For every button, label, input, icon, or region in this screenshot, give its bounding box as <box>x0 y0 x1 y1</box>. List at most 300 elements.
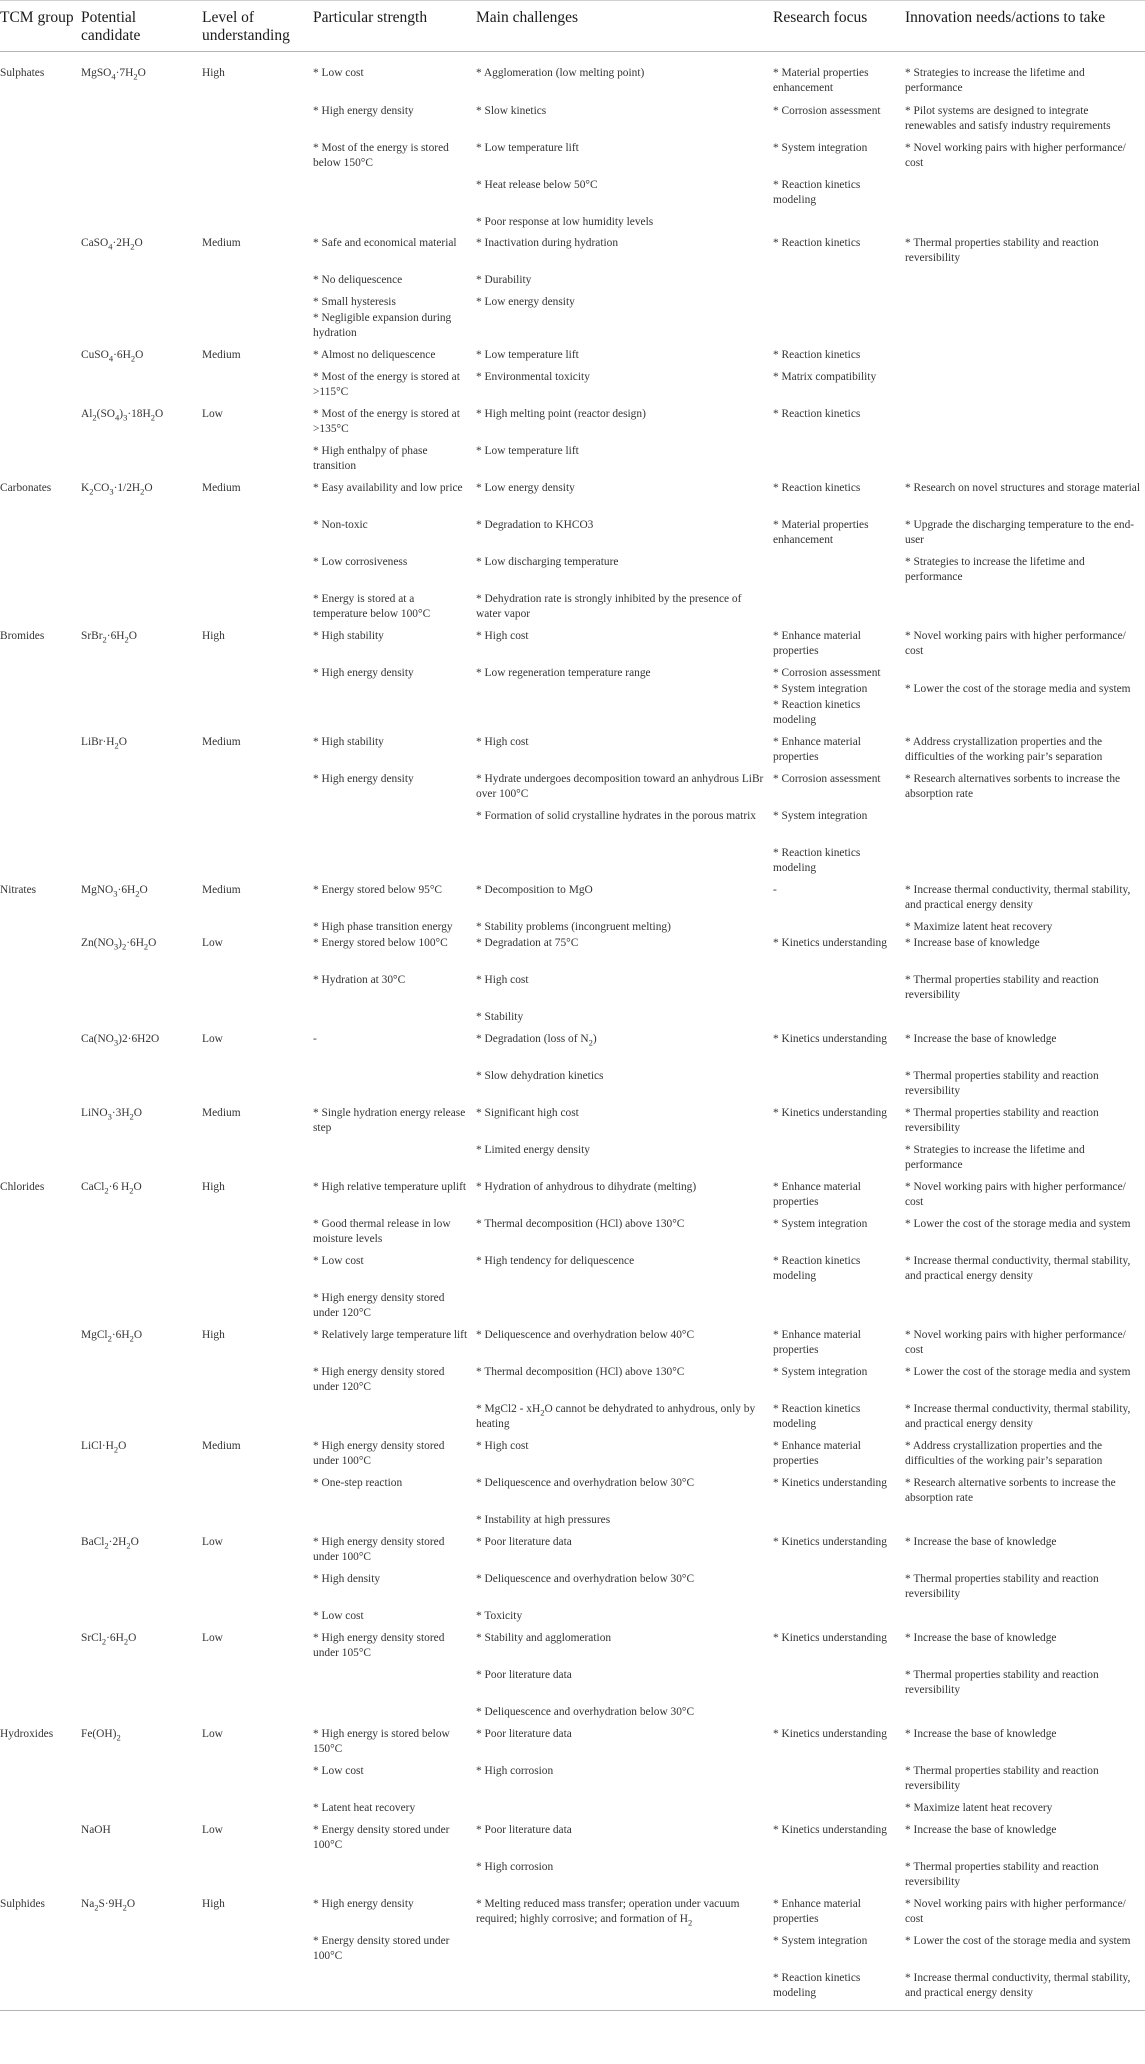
cell-understanding <box>202 1476 313 1513</box>
cell-research-focus: * System integration <box>773 809 868 822</box>
cell-candidate <box>81 1801 202 1823</box>
cell-candidate <box>81 295 202 311</box>
cell-challenge: * Hydrate undergoes decomposition toward an anhydrous LiBr over 100°C <box>476 772 764 800</box>
cell-challenge: * MgCl2 - $xH_2O$ cannot be dehydrated to anhydrous, only by heating <box>476 1402 756 1430</box>
cell-challenge: * Deliquescence and overhydration below 30°C <box>476 1705 695 1718</box>
cell-challenge: * Heat release below 50°C <box>476 178 598 191</box>
cell-research-focus: * System integration <box>773 1365 868 1378</box>
cell-research-focus <box>773 973 905 1010</box>
cell-strength <box>313 178 476 215</box>
cell-innovation: * Strategies to increase the lifetime and performance <box>905 1143 1085 1171</box>
cell-innovation: * Lower the cost of the storage media and system <box>905 682 1131 695</box>
table-row <box>0 1609 1145 1631</box>
cell-research-focus <box>773 555 905 592</box>
cell-challenge: * Low temperature lift <box>476 348 579 361</box>
cell-innovation <box>905 295 1145 311</box>
cell-understanding <box>202 370 313 407</box>
cell-understanding: Low <box>202 1032 223 1045</box>
cell-understanding <box>202 1069 313 1106</box>
table-row <box>0 1328 1145 1365</box>
cell-challenge: * Slow kinetics <box>476 104 547 117</box>
cell-strength: * Energy density stored under 100°C <box>313 1823 450 1851</box>
cell-research-focus: * Kinetics understanding <box>773 1106 887 1119</box>
cell-challenge: * Low energy density <box>476 481 575 494</box>
cell-challenge: * High corrosion <box>476 1764 554 1777</box>
cell-strength: * High energy density stored under 100°C <box>313 1439 445 1467</box>
table-row <box>0 370 1145 407</box>
cell-innovation <box>905 407 1145 444</box>
cell-understanding <box>202 1572 313 1609</box>
cell-tcm-group <box>0 444 81 481</box>
cell-strength: * Easy availability and low price <box>313 481 463 494</box>
table-row <box>0 1860 1145 1897</box>
cell-tcm-group <box>0 1823 81 1860</box>
cell-innovation: * Increase the base of knowledge <box>905 1032 1057 1045</box>
cell-research-focus <box>773 1860 905 1897</box>
cell-understanding <box>202 444 313 481</box>
table-row <box>0 104 1145 141</box>
cell-challenge: * Degradation at 75°C <box>476 936 579 949</box>
cell-tcm-group <box>0 1609 81 1631</box>
table-row <box>0 666 1145 682</box>
cell-candidate: $LiCl\cdot H_2O$ <box>81 1439 127 1454</box>
cell-innovation: * Thermal properties stability and reaction reversibility <box>905 1069 1099 1097</box>
cell-research-focus <box>773 1572 905 1609</box>
cell-candidate: $Ca(NO_3)2\cdot 6H2O$ <box>81 1032 160 1047</box>
table-row <box>0 735 1145 772</box>
cell-innovation: * Increase thermal conductivity, thermal stability, and practical energy density <box>905 1402 1131 1430</box>
cell-tcm-group <box>0 1217 81 1254</box>
cell-tcm-group <box>0 1032 81 1069</box>
cell-strength: * High enthalpy of phase transition <box>313 444 428 472</box>
cell-tcm-group <box>0 1668 81 1705</box>
cell-challenge: * Poor literature data <box>476 1668 572 1681</box>
cell-challenge <box>476 311 773 348</box>
cell-understanding <box>202 1705 313 1727</box>
cell-innovation: * Lower the cost of the storage media and system <box>905 1934 1131 1947</box>
cell-understanding <box>202 809 313 846</box>
cell-understanding: Medium <box>202 883 241 896</box>
cell-candidate <box>81 1291 202 1328</box>
cell-candidate <box>81 555 202 592</box>
header-row <box>0 1 1145 52</box>
cell-challenge: * Slow dehydration kinetics <box>476 1069 604 1082</box>
table-row <box>0 973 1145 1010</box>
table-row <box>0 1801 1145 1823</box>
cell-understanding: High <box>202 1328 225 1341</box>
cell-candidate: $Al_2(SO_4)_3\cdot 18H_2O$ <box>81 407 164 422</box>
cell-strength: * Good thermal release in low moisture levels <box>313 1217 451 1245</box>
cell-understanding: Low <box>202 1631 223 1644</box>
cell-challenge: * Thermal decomposition (HCl) above 130°C <box>476 1365 685 1378</box>
cell-challenge: * Deliquescence and overhydration below 30°C <box>476 1572 695 1585</box>
cell-research-focus <box>773 1010 905 1032</box>
cell-innovation: * Increase thermal conductivity, thermal stability, and practical energy density <box>905 883 1131 911</box>
cell-strength: * Energy stored below 100°C <box>313 936 448 949</box>
cell-understanding <box>202 1365 313 1402</box>
cell-research-focus: * Enhance material properties <box>773 1180 861 1208</box>
cell-tcm-group: Sulphides <box>0 1897 45 1910</box>
table-row <box>0 920 1145 936</box>
cell-tcm-group <box>0 1291 81 1328</box>
cell-challenge: * Agglomeration (low melting point) <box>476 67 645 79</box>
cell-tcm-group <box>0 348 81 370</box>
cell-challenge: * Degradation (loss of $N_2$) <box>476 1032 597 1047</box>
cell-tcm-group <box>0 1860 81 1897</box>
cell-research-focus: * Corrosion assessment <box>773 772 881 785</box>
cell-innovation: * Novel working pairs with higher performance/ cost <box>905 629 1126 657</box>
cell-candidate <box>81 1513 202 1535</box>
cell-candidate: $LiNO_3\cdot 3H_2O$ <box>81 1106 143 1121</box>
cell-candidate <box>81 846 202 883</box>
cell-research-focus <box>773 1764 905 1801</box>
cell-understanding: Medium <box>202 236 241 249</box>
cell-strength: * Energy stored below 95°C <box>313 883 442 896</box>
cell-tcm-group <box>0 1513 81 1535</box>
cell-candidate <box>81 1365 202 1402</box>
cell-research-focus: * Reaction kinetics <box>773 348 861 361</box>
cell-challenge: * High cost <box>476 973 529 986</box>
cell-innovation: * Increase the base of knowledge <box>905 1535 1057 1548</box>
cell-research-focus: * Kinetics understanding <box>773 1727 887 1740</box>
cell-innovation: * Increase the base of knowledge <box>905 1631 1057 1644</box>
cell-innovation: * Thermal properties stability and reaction reversibility <box>905 1106 1099 1134</box>
cell-challenge: * Degradation to KHCO3 <box>476 518 594 531</box>
cell-understanding: Low <box>202 936 223 949</box>
cell-candidate <box>81 1860 202 1897</box>
cell-strength: * Single hydration energy release step <box>313 1106 466 1134</box>
cell-tcm-group <box>0 592 81 629</box>
cell-tcm-group: Chlorides <box>0 1180 45 1193</box>
cell-innovation: * Thermal properties stability and reaction reversibility <box>905 236 1099 264</box>
cell-tcm-group <box>0 1934 81 1971</box>
cell-strength: * High energy is stored below 150°C <box>313 1727 450 1755</box>
cell-understanding <box>202 973 313 1010</box>
cell-tcm-group: Hydroxides <box>0 1727 54 1740</box>
cell-understanding <box>202 698 313 735</box>
cell-tcm-group <box>0 370 81 407</box>
cell-understanding <box>202 772 313 809</box>
cell-candidate: $SrBr_2\cdot 6H_2O$ <box>81 629 137 644</box>
table-row <box>0 311 1145 348</box>
cell-research-focus <box>773 1291 905 1328</box>
cell-innovation <box>905 1705 1145 1727</box>
cell-strength: * High energy density <box>313 104 414 117</box>
cell-strength: * Latent heat recovery <box>313 1801 416 1814</box>
cell-candidate: $CuSO_4\cdot 6H_2O$ <box>81 348 144 363</box>
cell-strength <box>313 1513 476 1535</box>
cell-tcm-group <box>0 920 81 936</box>
table-row <box>0 846 1145 883</box>
cell-innovation: * Strategies to increase the lifetime and performance <box>905 67 1085 95</box>
cell-innovation: * Increase thermal conductivity, thermal stability, and practical energy density <box>905 1254 1131 1282</box>
cell-understanding <box>202 1764 313 1801</box>
table-row <box>0 215 1145 236</box>
cell-tcm-group <box>0 104 81 141</box>
cell-candidate: NaOH <box>81 1823 111 1836</box>
cell-understanding: High <box>202 629 225 642</box>
cell-understanding: High <box>202 67 225 79</box>
table-row <box>0 1764 1145 1801</box>
table-row <box>0 1631 1145 1668</box>
cell-innovation <box>905 1291 1145 1328</box>
cell-tcm-group <box>0 1010 81 1032</box>
cell-understanding <box>202 846 313 883</box>
cell-strength: * Most of the energy is stored at >115°C <box>313 370 460 398</box>
cell-candidate <box>81 311 202 348</box>
cell-challenge: * High corrosion <box>476 1860 554 1873</box>
cell-strength: * Low corrosiveness <box>313 555 408 568</box>
cell-understanding: Low <box>202 407 223 420</box>
cell-candidate <box>81 1609 202 1631</box>
cell-tcm-group <box>0 407 81 444</box>
cell-candidate: $CaSO_4\cdot 2H_2O$ <box>81 236 143 251</box>
cell-candidate <box>81 1217 202 1254</box>
cell-innovation <box>905 370 1145 407</box>
cell-research-focus: * Kinetics understanding <box>773 1476 887 1489</box>
cell-innovation: * Pilot systems are designed to integrate renewables and satisfy industry requirements <box>905 104 1111 132</box>
cell-strength: * High stability <box>313 629 384 642</box>
cell-strength: * Low cost <box>313 1254 364 1267</box>
table-row <box>0 682 1145 698</box>
cell-understanding <box>202 555 313 592</box>
table-row <box>0 1180 1145 1217</box>
table-header <box>0 1 1145 52</box>
cell-candidate <box>81 1705 202 1727</box>
cell-candidate <box>81 1572 202 1609</box>
cell-challenge: * Limited energy density <box>476 1143 590 1156</box>
table-row <box>0 936 1145 973</box>
cell-strength: * Small hysteresis <box>313 295 396 308</box>
table-row <box>0 1535 1145 1572</box>
cell-innovation: * Upgrade the discharging temperature to the end-user <box>905 518 1135 546</box>
table-row <box>0 698 1145 735</box>
cell-innovation: * Thermal properties stability and reaction reversibility <box>905 1860 1099 1888</box>
cell-tcm-group <box>0 682 81 698</box>
cell-candidate <box>81 1143 202 1180</box>
cell-candidate <box>81 1069 202 1106</box>
cell-challenge: * Instability at high pressures <box>476 1513 611 1526</box>
cell-tcm-group <box>0 666 81 682</box>
cell-challenge: * Low temperature lift <box>476 444 579 457</box>
cell-tcm-group <box>0 772 81 809</box>
cell-research-focus: * Enhance material properties <box>773 1897 861 1925</box>
cell-innovation: * Thermal properties stability and reaction reversibility <box>905 973 1099 1001</box>
cell-research-focus: * Enhance material properties <box>773 1328 861 1356</box>
cell-tcm-group <box>0 311 81 348</box>
cell-understanding <box>202 920 313 936</box>
cell-challenge <box>476 1801 773 1823</box>
table-row <box>0 1476 1145 1513</box>
cell-strength: * High phase transition energy <box>313 920 453 933</box>
cell-research-focus <box>773 920 905 936</box>
cell-strength: * High stability <box>313 735 384 748</box>
cell-tcm-group <box>0 1439 81 1476</box>
table-row <box>0 1705 1145 1727</box>
cell-candidate <box>81 682 202 698</box>
cell-challenge: * High melting point (reactor design) <box>476 407 646 420</box>
cell-tcm-group <box>0 1572 81 1609</box>
cell-strength: * High energy density stored under 120°C <box>313 1365 445 1393</box>
cell-challenge: * Poor literature data <box>476 1823 572 1836</box>
table-row <box>0 1971 1145 2011</box>
cell-understanding <box>202 141 313 178</box>
cell-innovation: * Novel working pairs with higher performance/ cost <box>905 141 1126 169</box>
cell-challenge: * Deliquescence and overhydration below 30°C <box>476 1476 695 1489</box>
cell-challenge: * Low discharging temperature <box>476 555 619 568</box>
cell-candidate <box>81 973 202 1010</box>
cell-candidate: $K_2CO_3\cdot 1/2H_2O$ <box>81 481 153 496</box>
cell-challenge: * Thermal decomposition (HCl) above 130°C <box>476 1217 685 1230</box>
cell-research-focus <box>773 444 905 481</box>
cell-candidate: CaCl$_2$·6 $H_2O$ <box>81 1180 142 1195</box>
cell-innovation: * Increase base of knowledge <box>905 936 1040 949</box>
cell-candidate <box>81 592 202 629</box>
cell-challenge: * Low energy density <box>476 295 575 308</box>
cell-understanding: Low <box>202 1727 223 1740</box>
table-row <box>0 1254 1145 1291</box>
cell-tcm-group <box>0 295 81 311</box>
cell-innovation: * Lower the cost of the storage media and system <box>905 1217 1131 1230</box>
cell-research-focus: * Corrosion assessment <box>773 666 881 679</box>
cell-innovation <box>905 846 1145 883</box>
cell-challenge: * Decomposition to MgO <box>476 883 593 896</box>
cell-research-focus <box>773 1513 905 1535</box>
cell-tcm-group <box>0 735 81 772</box>
table-row <box>0 481 1145 518</box>
cell-candidate: $Zn(NO_3)_2\cdot 6H_2O$ <box>81 936 157 951</box>
cell-research-focus: * System integration <box>773 682 868 695</box>
table-row <box>0 1291 1145 1328</box>
cell-candidate <box>81 1971 202 2011</box>
cell-strength: * Energy density stored under 100°C <box>313 1934 450 1962</box>
table-row <box>0 444 1145 481</box>
cell-candidate <box>81 809 202 846</box>
cell-research-focus: * Kinetics understanding <box>773 1823 887 1836</box>
cell-understanding <box>202 311 313 348</box>
table-body <box>0 52 1145 2011</box>
cell-tcm-group <box>0 1764 81 1801</box>
cell-candidate <box>81 215 202 236</box>
table-row <box>0 555 1145 592</box>
cell-understanding <box>202 1254 313 1291</box>
cell-understanding <box>202 1402 313 1439</box>
cell-challenge: * Hydration of anhydrous to dihydrate (melting) <box>476 1180 697 1193</box>
cell-challenge: * Inactivation during hydration <box>476 236 619 249</box>
cell-understanding <box>202 1609 313 1631</box>
cell-candidate: $Fe(OH)_2$ <box>81 1727 121 1742</box>
cell-understanding <box>202 592 313 629</box>
cell-understanding: Medium <box>202 735 241 748</box>
cell-tcm-group: Carbonates <box>0 481 52 494</box>
header-research-focus: Research focus <box>773 1 905 52</box>
cell-research-focus: * Enhance material properties <box>773 629 861 657</box>
cell-research-focus: * Reaction kinetics <box>773 407 861 420</box>
cell-research-focus <box>773 1705 905 1727</box>
cell-strength: * Low cost <box>313 1764 364 1777</box>
cell-research-focus: * System integration <box>773 1217 868 1230</box>
cell-tcm-group <box>0 1476 81 1513</box>
cell-research-focus <box>773 311 905 348</box>
cell-challenge <box>476 682 773 698</box>
cell-understanding <box>202 1860 313 1897</box>
cell-tcm-group <box>0 698 81 735</box>
cell-strength: * High relative temperature uplift <box>313 1180 467 1193</box>
cell-tcm-group <box>0 1328 81 1365</box>
cell-innovation: * Lower the cost of the storage media and system <box>905 1365 1131 1378</box>
cell-understanding <box>202 104 313 141</box>
cell-understanding <box>202 682 313 698</box>
cell-innovation: * Novel working pairs with higher performance/ cost <box>905 1180 1126 1208</box>
cell-tcm-group <box>0 236 81 273</box>
cell-strength: - <box>313 1032 317 1045</box>
table-row <box>0 1513 1145 1535</box>
cell-tcm-group <box>0 1535 81 1572</box>
cell-innovation <box>905 178 1145 215</box>
cell-innovation: * Address crystallization properties and the difficulties of the working pair’s separation <box>905 1439 1103 1467</box>
cell-research-focus <box>773 1143 905 1180</box>
cell-strength <box>313 1010 476 1032</box>
cell-understanding <box>202 1668 313 1705</box>
cell-challenge: * Low regeneration temperature range <box>476 666 651 679</box>
cell-strength: * One-step reaction <box>313 1476 403 1489</box>
cell-research-focus: * Reaction kinetics modeling <box>773 178 861 206</box>
cell-research-focus: * Enhance material properties <box>773 735 861 763</box>
cell-candidate <box>81 141 202 178</box>
table-row <box>0 1823 1145 1860</box>
cell-candidate <box>81 273 202 295</box>
header-innovation-needs: Innovation needs/actions to take <box>905 1 1145 52</box>
cell-understanding: Low <box>202 1823 223 1836</box>
cell-innovation <box>905 1010 1145 1032</box>
cell-strength <box>313 682 476 698</box>
cell-understanding: Medium <box>202 1439 241 1452</box>
cell-candidate: $LiBr\cdot H_2O$ <box>81 735 128 750</box>
cell-understanding <box>202 1934 313 1971</box>
table-row <box>0 1143 1145 1180</box>
cell-innovation <box>905 698 1145 735</box>
cell-challenge: * Stability and agglomeration <box>476 1631 612 1644</box>
cell-understanding: High <box>202 1897 225 1910</box>
table-row <box>0 1668 1145 1705</box>
cell-strength: * Low cost <box>313 67 364 79</box>
cell-understanding <box>202 273 313 295</box>
header-potential-candidate: Potential candidate <box>81 1 202 52</box>
cell-research-focus: * Kinetics understanding <box>773 1631 887 1644</box>
cell-understanding <box>202 178 313 215</box>
cell-innovation <box>905 273 1145 295</box>
table-row <box>0 1217 1145 1254</box>
cell-strength: * Safe and economical material <box>313 236 457 249</box>
cell-candidate <box>81 104 202 141</box>
cell-strength: * Low cost <box>313 1609 364 1622</box>
cell-understanding: Medium <box>202 481 241 494</box>
cell-candidate <box>81 1402 202 1439</box>
cell-strength <box>313 1143 476 1180</box>
cell-strength: * High energy density <box>313 1897 414 1910</box>
cell-innovation <box>905 348 1145 370</box>
cell-innovation <box>905 1609 1145 1631</box>
header-level-of-understanding: Level of understanding <box>202 1 313 52</box>
cell-strength <box>313 1860 476 1897</box>
cell-candidate <box>81 920 202 936</box>
cell-candidate <box>81 1668 202 1705</box>
cell-challenge: * Poor literature data <box>476 1535 572 1548</box>
cell-research-focus: * Kinetics understanding <box>773 1032 887 1045</box>
cell-tcm-group <box>0 215 81 236</box>
cell-candidate <box>81 518 202 555</box>
cell-tcm-group <box>0 936 81 973</box>
